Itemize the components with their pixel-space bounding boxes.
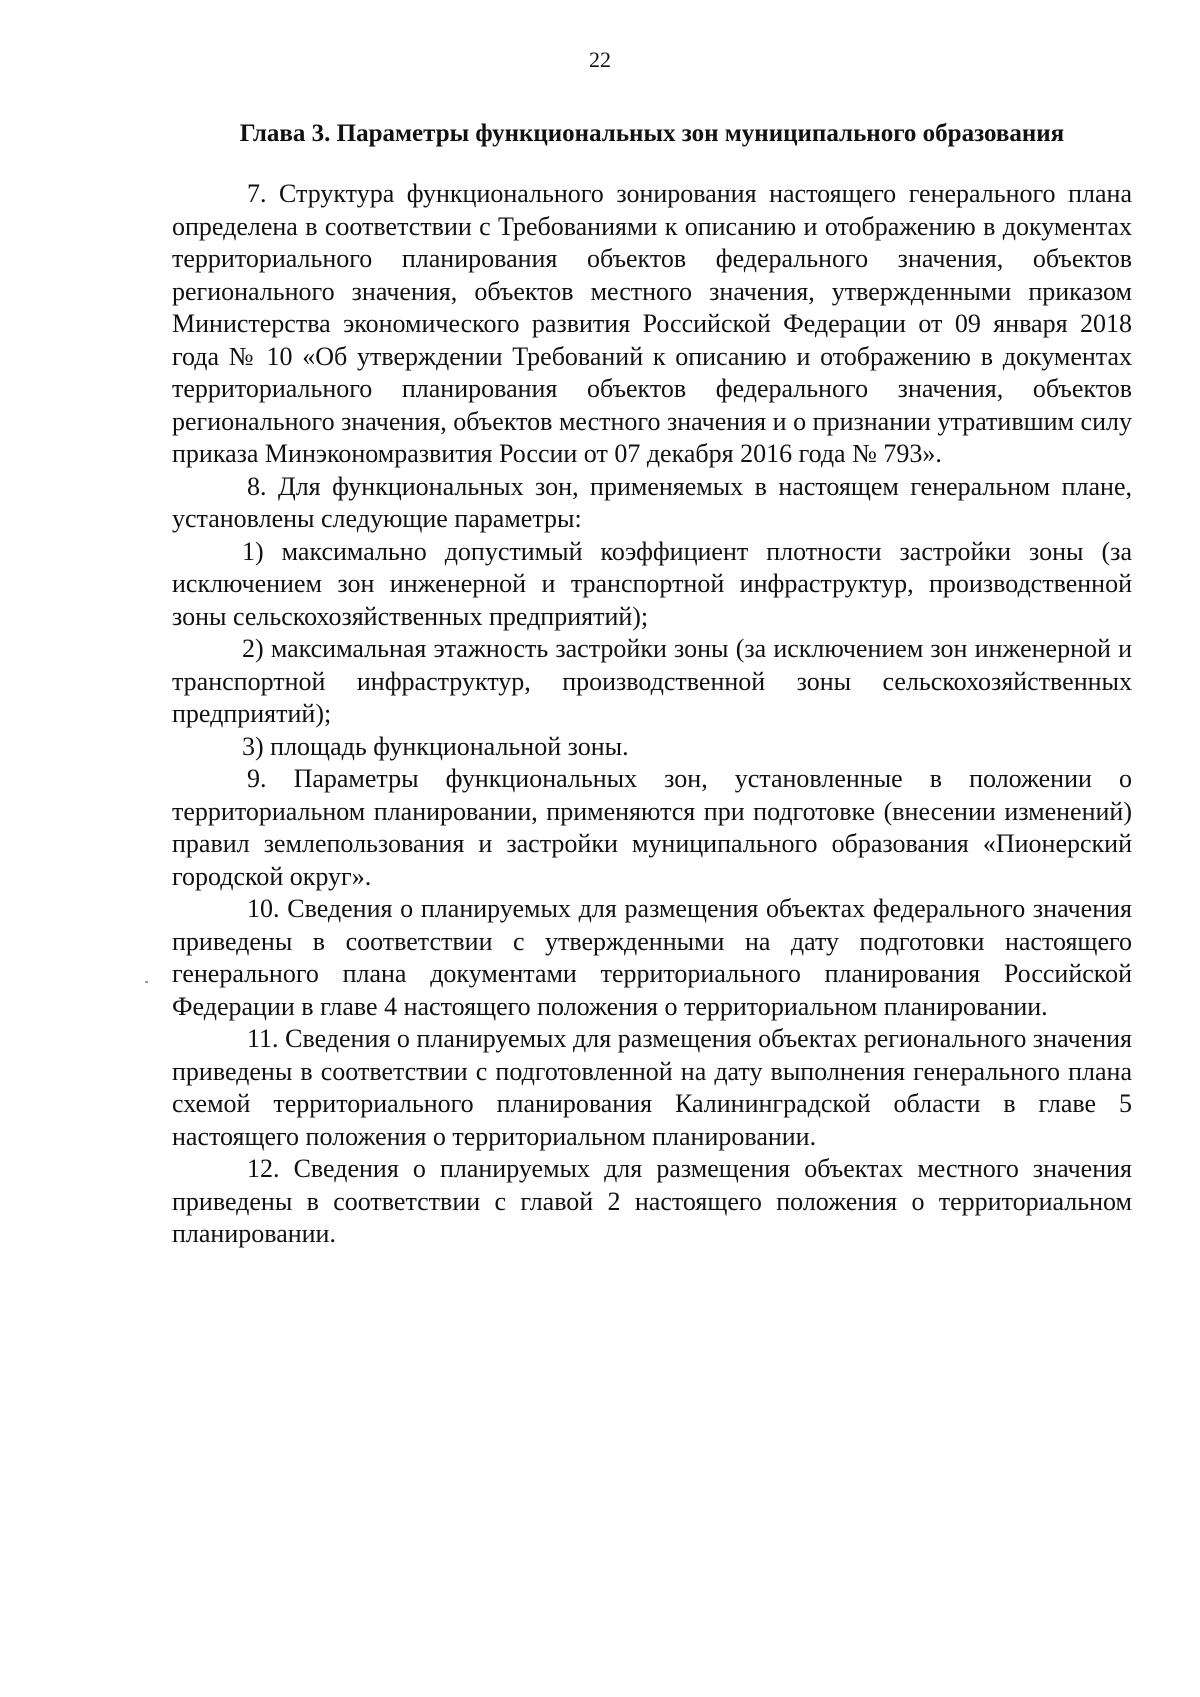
- document-body: [172, 178, 1132, 1251]
- list-item-2: 2) максимальная этажность застройки зоны (за исключением зон инженерной и транспортной инфраструктур, производственной зоны сельскохозяйственных предприятий);: [172, 634, 1132, 728]
- paragraph-9: 9. Параметры функциональных зон, установленные в положении о территориальном планировании, применяются при подготовке (внесении изменений) правил землепользования и застройки муниципального образования «Пионерский городской округ».: [172, 764, 1132, 891]
- page-number: 22: [589, 47, 611, 72]
- list-item-1: 1) максимально допустимый коэффициент плотности застройки зоны (за исключением зон инженерной и транспортной инфраструктур, производственной зоны сельскохозяйственных предприятий);: [172, 536, 1132, 631]
- paragraph-7: 7. Структура функционального зонирования настоящего генерального плана определена в соответствии с Требованиями к описанию и отображению в документах территориального планирования объектов федерального значения, объектов регионального значения, объектов местного значения, утвержденными приказом Министерства экономического развития Российской Федерации от 09 января 2018 года № 10 «Об утверждении Требований к описанию и отображению в документах территориального планирования объектов федерального значения, объектов регионального значения, объектов местного значения и о признании утратившим силу приказа Минэкономразвития России от 07 декабря 2016 года № 793».: [172, 179, 1132, 468]
- list-item-3: 3) площадь функциональной зоны.: [242, 731, 629, 761]
- scan-artifact: [145, 981, 148, 983]
- paragraph-12: 12. Сведения о планируемых для размещения объектах местного значения приведены в соответствии с главой 2 настоящего положения о территориальном планировании.: [172, 1154, 1132, 1248]
- chapter-title: Глава 3. Параметры функциональных зон муниципального образования: [239, 120, 1065, 147]
- paragraph-10: 10. Сведения о планируемых для размещения объектах федерального значения приведены в соответствии с утвержденными на дату подготовки настоящего генерального плана документами территориального планирования Российской Федерации в главе 4 настоящего положения о территориальном планировании.: [172, 894, 1132, 1021]
- paragraph-8: 8. Для функциональных зон, применяемых в настоящем генеральном плане, установлены следующие параметры:: [172, 471, 1132, 533]
- paragraph-11: 11. Сведения о планируемых для размещения объектах регионального значения приведены в соответствии с подготовленной на дату выполнения генерального плана схемой территориального планирования Калининградской области в главе 5 настоящего положения о территориальном планировании.: [172, 1024, 1132, 1151]
